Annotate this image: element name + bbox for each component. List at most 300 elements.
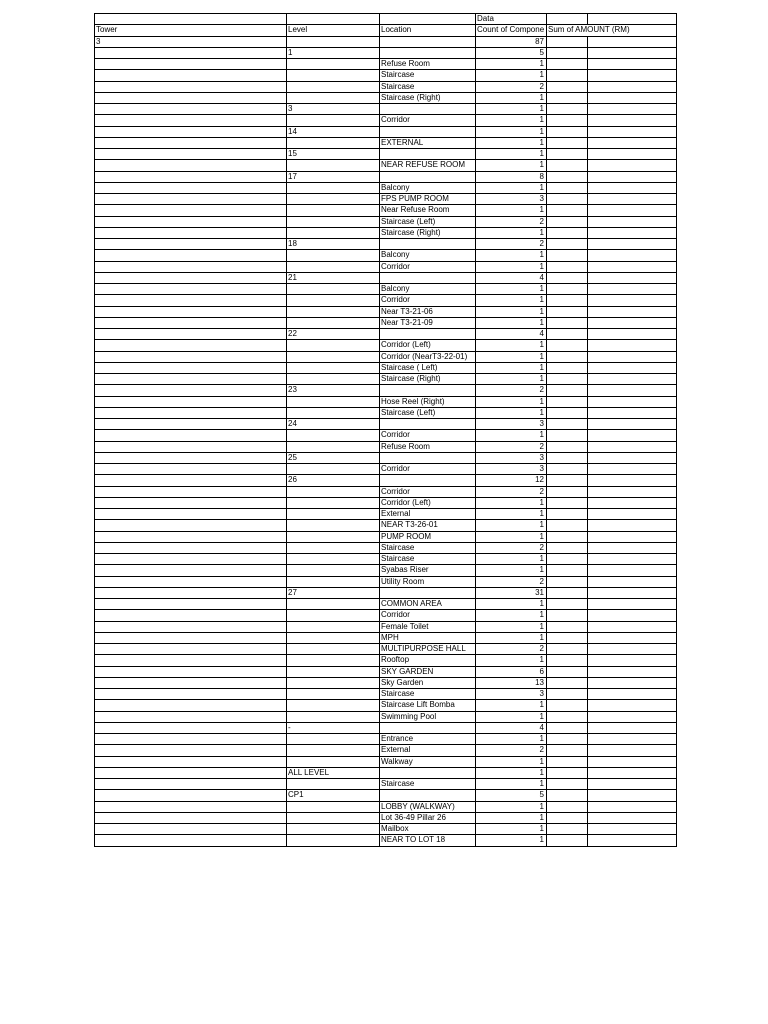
blank-cell	[588, 677, 677, 688]
tower-cell	[95, 700, 287, 711]
sum-cell	[547, 205, 588, 216]
blank-cell	[588, 36, 677, 47]
sum-cell	[547, 36, 588, 47]
level-cell	[287, 374, 380, 385]
sum-cell	[547, 340, 588, 351]
level-cell	[287, 531, 380, 542]
blank-cell	[588, 126, 677, 137]
sum-cell	[547, 171, 588, 182]
location-cell: Corridor	[380, 261, 476, 272]
location-cell: EXTERNAL	[380, 137, 476, 148]
level-cell	[287, 284, 380, 295]
table-row	[95, 160, 677, 171]
count-cell: 8	[476, 171, 547, 182]
table-row	[95, 700, 677, 711]
level-cell	[287, 812, 380, 823]
count-cell: 2	[476, 644, 547, 655]
level-cell	[287, 486, 380, 497]
sum-cell	[547, 81, 588, 92]
level-cell: 26	[287, 475, 380, 486]
blank-cell	[588, 182, 677, 193]
level-cell	[287, 396, 380, 407]
table-row	[95, 92, 677, 103]
tower-cell	[95, 677, 287, 688]
header-level: Level	[287, 25, 380, 36]
count-cell: 1	[476, 610, 547, 621]
blank-cell	[547, 14, 588, 25]
blank-cell	[588, 295, 677, 306]
blank-cell	[588, 722, 677, 733]
blank-cell	[588, 329, 677, 340]
count-cell: 1	[476, 340, 547, 351]
level-cell	[287, 250, 380, 261]
tower-cell	[95, 261, 287, 272]
data-caption-row	[95, 14, 677, 25]
count-cell: 2	[476, 745, 547, 756]
level-cell	[287, 610, 380, 621]
location-cell	[380, 149, 476, 160]
sum-cell	[547, 554, 588, 565]
count-cell: 1	[476, 306, 547, 317]
table-row	[95, 430, 677, 441]
location-cell: Near T3-21-06	[380, 306, 476, 317]
sum-cell	[547, 632, 588, 643]
table-row	[95, 711, 677, 722]
pivot-table-sheet	[94, 13, 676, 847]
level-cell	[287, 340, 380, 351]
level-cell	[287, 711, 380, 722]
blank-cell	[588, 745, 677, 756]
table-row	[95, 655, 677, 666]
count-cell: 4	[476, 329, 547, 340]
tower-cell	[95, 452, 287, 463]
blank-cell	[588, 81, 677, 92]
blank-cell	[588, 576, 677, 587]
sum-cell	[547, 745, 588, 756]
pivot-table	[94, 13, 677, 847]
count-cell: 1	[476, 104, 547, 115]
table-row	[95, 70, 677, 81]
tower-cell	[95, 205, 287, 216]
table-row	[95, 576, 677, 587]
table-row	[95, 632, 677, 643]
sum-cell	[547, 531, 588, 542]
level-cell	[287, 160, 380, 171]
count-cell: 1	[476, 351, 547, 362]
tower-cell	[95, 317, 287, 328]
blank-cell	[588, 779, 677, 790]
location-cell: Corridor (NearT3-22-01)	[380, 351, 476, 362]
tower-cell	[95, 655, 287, 666]
blank-cell	[588, 216, 677, 227]
location-cell: Staircase Lift Bomba	[380, 700, 476, 711]
table-row	[95, 531, 677, 542]
count-cell: 1	[476, 227, 547, 238]
level-group-row	[95, 329, 677, 340]
location-cell: Corridor	[380, 464, 476, 475]
location-cell: Balcony	[380, 182, 476, 193]
level-cell	[287, 621, 380, 632]
sum-cell	[547, 497, 588, 508]
table-row	[95, 441, 677, 452]
level-group-row	[95, 126, 677, 137]
level-cell: 3	[287, 104, 380, 115]
sum-cell	[547, 812, 588, 823]
sum-cell	[547, 115, 588, 126]
tower-cell	[95, 475, 287, 486]
level-cell	[287, 205, 380, 216]
blank-cell	[588, 587, 677, 598]
blank-cell	[588, 644, 677, 655]
tower-cell	[95, 621, 287, 632]
level-cell	[287, 542, 380, 553]
table-row	[95, 250, 677, 261]
location-cell: COMMON AREA	[380, 599, 476, 610]
tower-cell	[95, 227, 287, 238]
sum-cell	[547, 835, 588, 846]
location-cell: MULTIPURPOSE HALL	[380, 644, 476, 655]
blank-cell	[588, 610, 677, 621]
level-group-row	[95, 790, 677, 801]
location-cell	[380, 475, 476, 486]
location-cell: Swimming Pool	[380, 711, 476, 722]
location-cell: Corridor	[380, 295, 476, 306]
level-cell	[287, 520, 380, 531]
tower-cell	[95, 542, 287, 553]
location-cell: Staircase (Right)	[380, 92, 476, 103]
blank-cell	[588, 520, 677, 531]
sum-cell	[547, 59, 588, 70]
count-cell: 2	[476, 81, 547, 92]
location-cell: Corridor	[380, 430, 476, 441]
count-cell: 2	[476, 385, 547, 396]
blank-cell	[588, 407, 677, 418]
level-cell	[287, 59, 380, 70]
count-cell: 1	[476, 295, 547, 306]
location-cell: Staircase ( Left)	[380, 362, 476, 373]
count-cell: 1	[476, 250, 547, 261]
location-cell	[380, 36, 476, 47]
table-row	[95, 756, 677, 767]
sum-cell	[547, 722, 588, 733]
table-row	[95, 59, 677, 70]
blank-cell	[588, 441, 677, 452]
location-cell	[380, 126, 476, 137]
count-cell: 3	[476, 452, 547, 463]
count-cell: 1	[476, 779, 547, 790]
blank-cell	[287, 14, 380, 25]
blank-cell	[588, 835, 677, 846]
sum-cell	[547, 430, 588, 441]
count-cell: 1	[476, 362, 547, 373]
blank-cell	[588, 317, 677, 328]
count-cell: 2	[476, 441, 547, 452]
sum-cell	[547, 407, 588, 418]
location-cell: Staircase (Left)	[380, 407, 476, 418]
sum-cell	[547, 509, 588, 520]
count-cell: 2	[476, 486, 547, 497]
level-cell	[287, 689, 380, 700]
level-cell	[287, 464, 380, 475]
tower-cell	[95, 306, 287, 317]
count-cell: 1	[476, 497, 547, 508]
level-cell	[287, 509, 380, 520]
location-cell: Staircase	[380, 554, 476, 565]
blank-cell	[588, 632, 677, 643]
sum-cell	[547, 790, 588, 801]
tower-cell	[95, 374, 287, 385]
location-cell: Staircase (Left)	[380, 216, 476, 227]
sum-cell	[547, 756, 588, 767]
sum-cell	[547, 689, 588, 700]
location-cell	[380, 47, 476, 58]
blank-cell	[588, 92, 677, 103]
blank-cell	[588, 149, 677, 160]
table-row	[95, 36, 677, 47]
count-cell: 1	[476, 160, 547, 171]
location-cell: Near Refuse Room	[380, 205, 476, 216]
level-group-row	[95, 452, 677, 463]
sum-cell	[547, 610, 588, 621]
tower-cell: 3	[95, 36, 287, 47]
location-cell: External	[380, 745, 476, 756]
blank-cell	[588, 374, 677, 385]
tower-cell	[95, 610, 287, 621]
tower-cell	[95, 182, 287, 193]
table-row	[95, 621, 677, 632]
blank-cell	[588, 700, 677, 711]
count-cell: 2	[476, 239, 547, 250]
count-cell: 1	[476, 509, 547, 520]
blank-cell	[588, 621, 677, 632]
level-cell	[287, 700, 380, 711]
level-group-row	[95, 385, 677, 396]
blank-cell	[588, 824, 677, 835]
level-cell	[287, 317, 380, 328]
location-cell: Corridor	[380, 610, 476, 621]
sum-cell	[547, 182, 588, 193]
location-cell: Staircase	[380, 689, 476, 700]
level-cell	[287, 36, 380, 47]
count-cell: 2	[476, 216, 547, 227]
blank-cell	[588, 430, 677, 441]
blank-cell	[588, 250, 677, 261]
count-cell: 3	[476, 464, 547, 475]
blank-cell	[588, 70, 677, 81]
count-cell: 1	[476, 374, 547, 385]
table-row	[95, 205, 677, 216]
header-sum: Sum of AMOUNT (RM)	[547, 25, 677, 36]
sum-cell	[547, 621, 588, 632]
blank-cell	[588, 171, 677, 182]
sum-cell	[547, 700, 588, 711]
sum-cell	[547, 351, 588, 362]
tower-cell	[95, 396, 287, 407]
level-cell	[287, 137, 380, 148]
sum-cell	[547, 306, 588, 317]
tower-cell	[95, 734, 287, 745]
count-cell: 4	[476, 272, 547, 283]
sum-cell	[547, 126, 588, 137]
table-row	[95, 779, 677, 790]
sum-cell	[547, 194, 588, 205]
sum-cell	[547, 261, 588, 272]
level-group-row	[95, 419, 677, 430]
tower-cell	[95, 722, 287, 733]
count-cell: 3	[476, 419, 547, 430]
tower-cell	[95, 137, 287, 148]
sum-cell	[547, 104, 588, 115]
count-cell: 1	[476, 700, 547, 711]
location-cell: Rooftop	[380, 655, 476, 666]
sum-cell	[547, 576, 588, 587]
level-cell	[287, 565, 380, 576]
table-row	[95, 362, 677, 373]
location-cell: Near T3-21-09	[380, 317, 476, 328]
location-cell: Refuse Room	[380, 441, 476, 452]
tower-cell	[95, 92, 287, 103]
sum-cell	[547, 419, 588, 430]
level-cell	[287, 655, 380, 666]
header-row	[95, 25, 677, 36]
location-cell	[380, 790, 476, 801]
sum-cell	[547, 70, 588, 81]
table-row	[95, 734, 677, 745]
table-row	[95, 509, 677, 520]
level-cell	[287, 734, 380, 745]
location-cell	[380, 419, 476, 430]
level-group-row	[95, 171, 677, 182]
count-cell: 1	[476, 149, 547, 160]
tower-cell	[95, 531, 287, 542]
level-group-row	[95, 722, 677, 733]
count-cell: 1	[476, 835, 547, 846]
blank-cell	[588, 689, 677, 700]
count-cell: 1	[476, 430, 547, 441]
level-cell	[287, 70, 380, 81]
blank-cell	[588, 497, 677, 508]
location-cell	[380, 171, 476, 182]
table-row	[95, 284, 677, 295]
location-cell: Refuse Room	[380, 59, 476, 70]
count-cell: 31	[476, 587, 547, 598]
level-cell	[287, 554, 380, 565]
level-cell	[287, 441, 380, 452]
location-cell: Sky Garden	[380, 677, 476, 688]
location-cell: Staircase	[380, 779, 476, 790]
blank-cell	[588, 306, 677, 317]
level-cell	[287, 295, 380, 306]
level-cell	[287, 306, 380, 317]
tower-cell	[95, 104, 287, 115]
blank-cell	[588, 756, 677, 767]
tower-cell	[95, 250, 287, 261]
sum-cell	[547, 666, 588, 677]
location-cell	[380, 104, 476, 115]
tower-cell	[95, 430, 287, 441]
tower-cell	[95, 486, 287, 497]
table-row	[95, 182, 677, 193]
level-cell	[287, 824, 380, 835]
location-cell: Syabas Riser	[380, 565, 476, 576]
table-row	[95, 644, 677, 655]
count-cell: 1	[476, 182, 547, 193]
blank-cell	[588, 362, 677, 373]
location-cell: Lot 36-49 Pillar 26	[380, 812, 476, 823]
tower-cell	[95, 812, 287, 823]
count-cell: 1	[476, 812, 547, 823]
sum-cell	[547, 250, 588, 261]
level-cell	[287, 779, 380, 790]
tower-cell	[95, 576, 287, 587]
level-group-row	[95, 475, 677, 486]
level-cell	[287, 227, 380, 238]
level-group-row	[95, 767, 677, 778]
blank-cell	[588, 137, 677, 148]
blank-cell	[588, 261, 677, 272]
sum-cell	[547, 655, 588, 666]
table-row	[95, 542, 677, 553]
header-location: Location	[380, 25, 476, 36]
location-cell: LOBBY (WALKWAY)	[380, 801, 476, 812]
level-cell	[287, 666, 380, 677]
tower-cell	[95, 644, 287, 655]
level-group-row	[95, 149, 677, 160]
table-row	[95, 374, 677, 385]
count-cell: 1	[476, 565, 547, 576]
count-cell: 1	[476, 205, 547, 216]
table-row	[95, 565, 677, 576]
table-row	[95, 227, 677, 238]
sum-cell	[547, 137, 588, 148]
table-row	[95, 486, 677, 497]
header-tower: Tower	[95, 25, 287, 36]
tower-cell	[95, 70, 287, 81]
count-cell: 1	[476, 137, 547, 148]
tower-cell	[95, 272, 287, 283]
count-cell: 1	[476, 655, 547, 666]
sum-cell	[547, 92, 588, 103]
count-cell: 2	[476, 576, 547, 587]
tower-cell	[95, 160, 287, 171]
tower-cell	[95, 587, 287, 598]
blank-cell	[588, 531, 677, 542]
table-row	[95, 81, 677, 92]
sum-cell	[547, 587, 588, 598]
sum-cell	[547, 272, 588, 283]
tower-cell	[95, 824, 287, 835]
blank-cell	[588, 59, 677, 70]
count-cell: 1	[476, 126, 547, 137]
location-cell: Corridor (Left)	[380, 497, 476, 508]
count-cell: 1	[476, 317, 547, 328]
sum-cell	[547, 284, 588, 295]
blank-cell	[588, 452, 677, 463]
tower-cell	[95, 756, 287, 767]
level-cell	[287, 677, 380, 688]
level-cell: 18	[287, 239, 380, 250]
table-row	[95, 340, 677, 351]
tower-cell	[95, 790, 287, 801]
sum-cell	[547, 565, 588, 576]
tower-cell	[95, 216, 287, 227]
location-cell: Staircase	[380, 81, 476, 92]
location-cell: Entrance	[380, 734, 476, 745]
blank-cell	[588, 542, 677, 553]
level-cell	[287, 644, 380, 655]
count-cell: 1	[476, 92, 547, 103]
sum-cell	[547, 677, 588, 688]
